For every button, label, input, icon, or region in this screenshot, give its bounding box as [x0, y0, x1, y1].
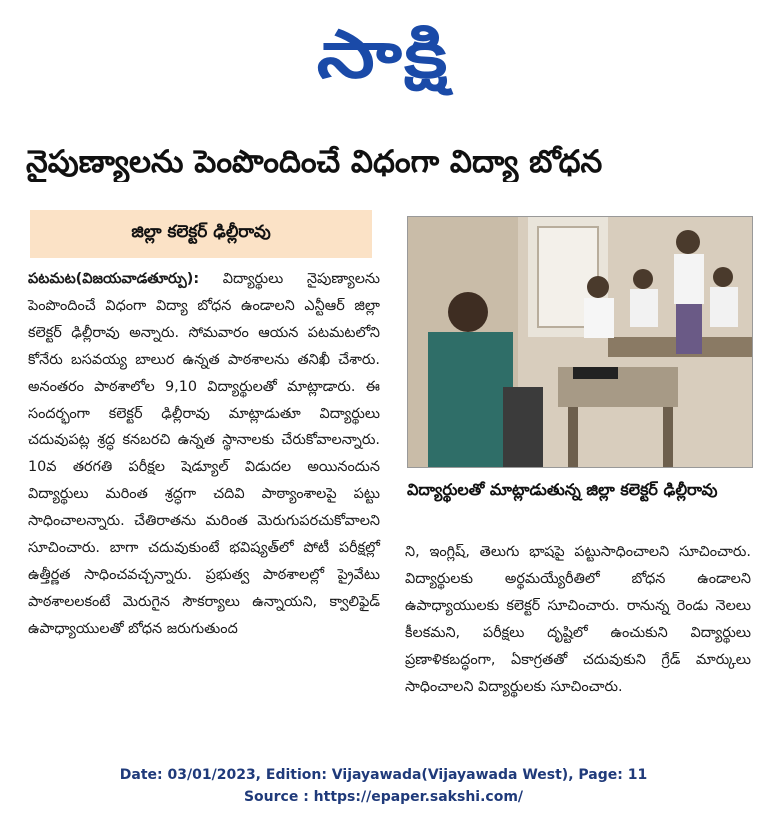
article-body-left [28, 266, 380, 643]
article-headline: నైపుణ్యాలను పెంపొందించే విధంగా విద్యా బోధన [26, 144, 603, 180]
article-photo [407, 216, 753, 468]
edition-line: Date: 03/01/2023, Edition: Vijayawada(Vijayawada West), Page: 11 [119, 767, 648, 783]
masthead [0, 10, 767, 100]
article-dateline: పటమట(విజయవాడతూర్పు): [28, 271, 200, 287]
page-footer [0, 764, 767, 808]
source-line: Source : https://epaper.sakshi.com/ [243, 789, 524, 805]
newspaper-logo: సాక్షి [316, 16, 451, 93]
article-byline: జిల్లా కలెక్టర్‌ ఢిల్లీరావు [131, 222, 271, 242]
classroom-photo-illustration [408, 217, 752, 467]
article-body-right: ని, ఇంగ్లిష్‌, తెలుగు భాషపై పట్టుసాధించాలని సూచించారు. విద్యార్థులకు అర్థమయ్యేరీతిలో బోధన ఉండాలని ఉపాధ్యాయులకు కలెక్టర్‌ సూచించారు. రానున్న రెండు నెలలు కీలకమని, పరీక్షలు దృష్టిలో ఉంచుకుని విద్యార్థులు ప్రణాళికబద్ధంగా, ఏకాగ్రతతో చదువుకుని గ్రేడ్‌ మార్కులు సాధించాలని విద్యార్థులకు సూచించారు. [405, 544, 751, 695]
photo-caption: విద్యార్థులతో మాట్లాడుతున్న జిల్లా కలెక్టర్‌ ఢిల్లీరావు [407, 480, 718, 499]
article-body-left-text: విద్యార్థులు నైపుణ్యాలను పెంపొందించే విధంగా విద్యా బోధన ఉండాలని ఎన్టీఆర్‌ జిల్లా కలెక్టర్‌ ఢిల్లీరావు అన్నారు. సోమవారం ఆయన పటమటలోని కోనేరు బసవయ్య బాలుర ఉన్నత పాఠశాలను తనిఖీ చేశారు. అనంతరం పాఠశాలోల 9,10 విద్యార్థులతో మాట్లాడారు. ఈ సందర్భంగా కలెక్టర్‌ ఢిల్లీరావు మాట్లాడుతూ విద్యార్థులు చదువుపట్ల శ్రద్ధ కనబరచి ఉన్నత స్థానాలకు చేరుకోవాలన్నారు. 10వ తరగతి పరీక్షల షెడ్యూల్‌ విడుదల అయినందున విద్యార్థులు మరింత శ్రద్ధగా చదివి పాఠ్యాంశాలపై పట్టు సాధించాలన్నారు. చేతిరాతను మరింత మెరుగుపరచుకోవాలని సూచించారు. బాగా చదువుకుంటే భవిష్యత్‌లో పోటీ పరీక్షల్లో ఉత్తీర్ణత సాధించవచ్చన్నారు. ప్రభుత్వ పాఠశాలల్లో ప్రైవేటు పాఠశాలలకంటే మెరుగైన సౌకర్యాలు ఉన్నాయని, క్వాలిఫైడ్‌ ఉపాధ్యాయులతో బోధన జరుగుతుంద [28, 271, 380, 637]
byline-box [30, 210, 372, 258]
